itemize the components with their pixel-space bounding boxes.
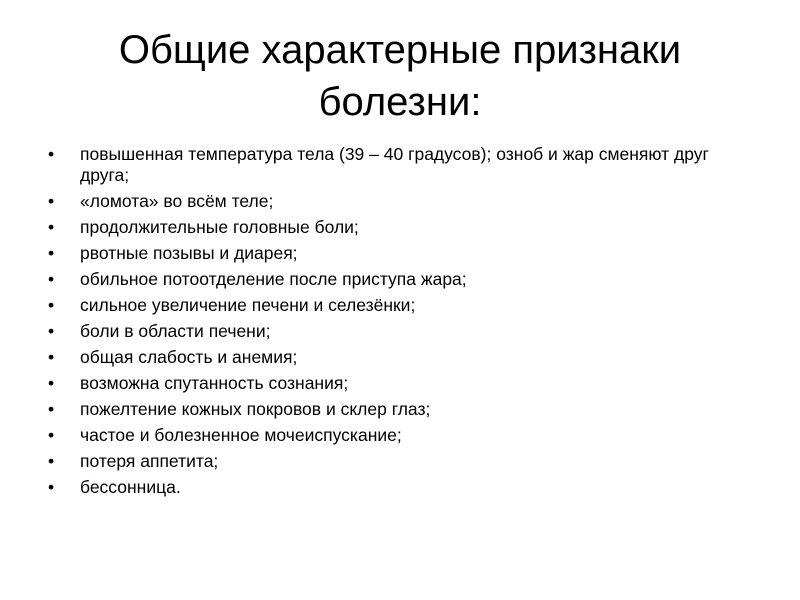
list-item-text: частое и болезненное мочеиспускание; [80,425,402,445]
list-item-text: общая слабость и анемия; [80,347,298,367]
list-item [48,347,748,368]
list-item [48,144,748,186]
bullet-icon: • [48,269,55,289]
slide-title: Общие характерные признаки болезни: [118,28,682,124]
list-item [48,425,748,446]
bullet-icon: • [48,243,55,263]
list-item-text: потеря аппетита; [80,451,219,471]
list-item-text: пожелтение кожных покровов и склер глаз; [80,399,431,419]
list-item [48,243,748,264]
bullet-icon: • [48,347,55,367]
list-item [48,191,748,212]
list-item-text: обильное потоотделение после приступа жара; [80,269,467,289]
list-item-text: повышенная температура тела (39 – 40 градусов); озноб и жар сменяют друг друга; [80,144,709,185]
list-item-text: бессонница. [80,477,181,497]
list-item [48,321,748,342]
list-item-text: сильное увеличение печени и селезёнки; [80,295,416,315]
list-item-text: продолжительные головные боли; [80,217,359,237]
list-item-text: рвотные позывы и диарея; [80,243,298,263]
bullet-icon: • [48,321,55,341]
bullet-icon: • [48,477,55,497]
list-item-text: «ломота» во всём теле; [80,191,274,211]
symptom-list [48,144,748,503]
list-item [48,399,748,420]
list-item-text: боли в области печени; [80,321,271,341]
bullet-icon: • [48,217,55,237]
list-item [48,269,748,290]
bullet-icon: • [48,451,55,471]
list-item [48,373,748,394]
list-item [48,477,748,498]
list-item [48,217,748,238]
bullet-icon: • [48,373,55,393]
list-item [48,295,748,316]
list-item-text: возможна спутанность сознания; [80,373,349,393]
bullet-icon: • [48,295,55,315]
bullet-icon: • [48,191,55,211]
list-item [48,451,748,472]
bullet-icon: • [48,144,55,164]
bullet-icon: • [48,425,55,445]
bullet-icon: • [48,399,55,419]
